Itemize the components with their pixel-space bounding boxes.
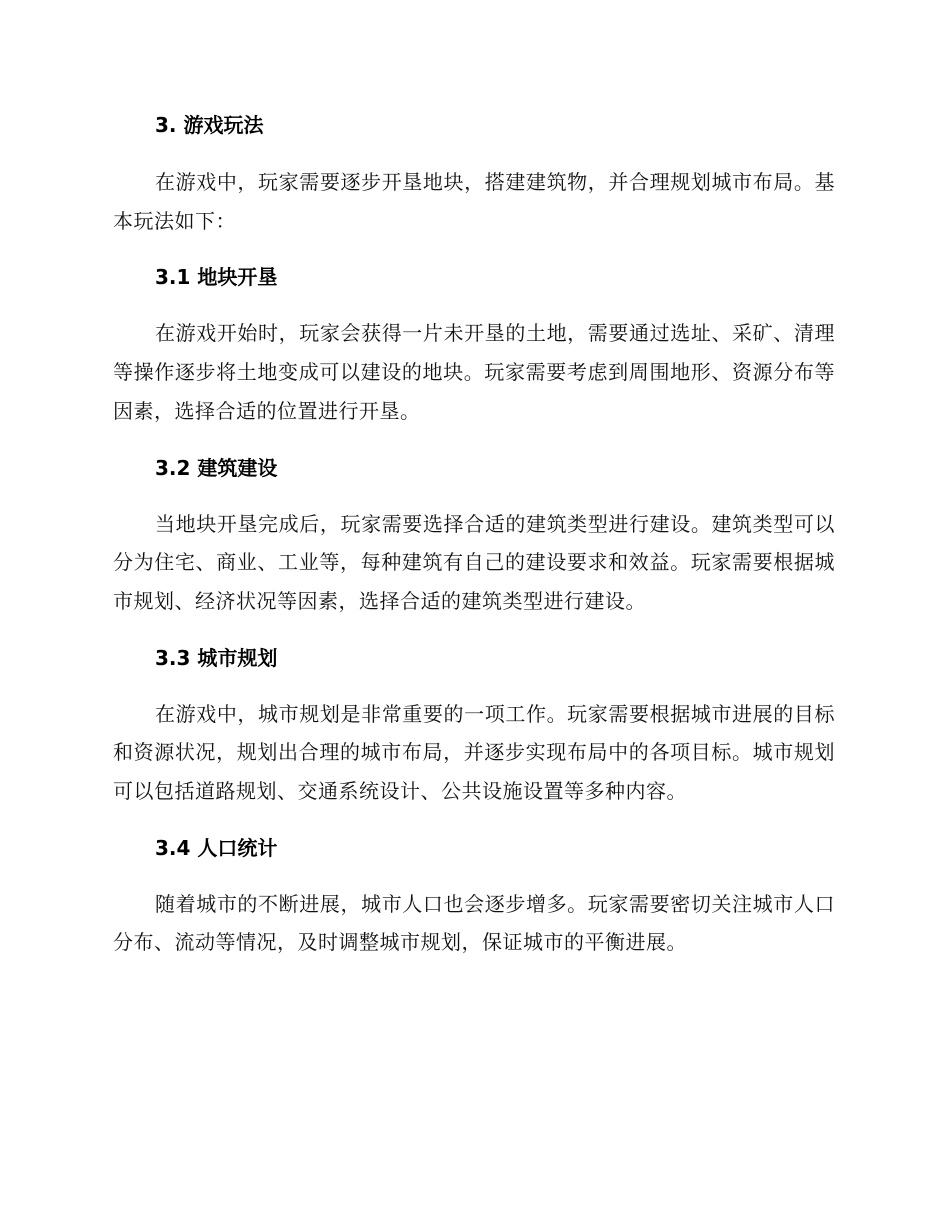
subsection-heading: 3.1 地块开垦 bbox=[155, 265, 278, 290]
spacer bbox=[113, 431, 835, 449]
section-city-planning bbox=[113, 639, 835, 829]
subsection-heading: 3.4 人口统计 bbox=[155, 835, 278, 860]
subsection-paragraph: 随着城市的不断进展，城市人口也会逐步增多。玩家需要密切关注城市人口分布、流动等情况，及时调整城市规划，保证城市的平衡进展。 bbox=[113, 891, 835, 955]
spacer bbox=[113, 677, 835, 695]
section-heading-gameplay: 3. 游戏玩法 bbox=[155, 113, 264, 137]
spacer bbox=[113, 487, 835, 505]
subsection-paragraph: 当地块开垦完成后，玩家需要选择合适的建筑类型进行建设。建筑类型可以分为住宅、商业、工业等，每种建筑有自己的建设要求和效益。玩家需要根据城市规划、经济状况等因素，选择合适的建筑类型进行建设。 bbox=[113, 511, 835, 613]
spacer bbox=[113, 296, 835, 314]
subsection-paragraph: 在游戏中，城市规划是非常重要的一项工作。玩家需要根据城市进展的目标和资源状况，规划出合理的城市布局，并逐步实现布局中的各项目标。城市规划可以包括道路规划、交通系统设计、公共设施设置等多种内容。 bbox=[113, 701, 835, 804]
intro-paragraph: 在游戏中，玩家需要逐步开垦地块，搭建建筑物，并合理规划城市布局。基本玩法如下： bbox=[113, 170, 835, 233]
spacer bbox=[113, 240, 835, 258]
section-land-reclamation bbox=[113, 258, 835, 448]
section-population-statistics bbox=[113, 829, 835, 962]
subsection-heading: 3.3 城市规划 bbox=[155, 645, 278, 670]
spacer bbox=[113, 811, 835, 829]
subsection-paragraph: 在游戏开始时，玩家会获得一片未开垦的土地，需要通过选址、采矿、清理等操作逐步将土地变成可以建设的地块。玩家需要考虑到周围地形、资源分布等因素，选择合适的位置进行开垦。 bbox=[113, 321, 835, 423]
spacer bbox=[113, 867, 835, 885]
subsection-heading: 3.2 建筑建设 bbox=[155, 455, 278, 480]
document-body bbox=[113, 106, 835, 962]
section-building-construction bbox=[113, 449, 835, 639]
spacer bbox=[113, 621, 835, 639]
